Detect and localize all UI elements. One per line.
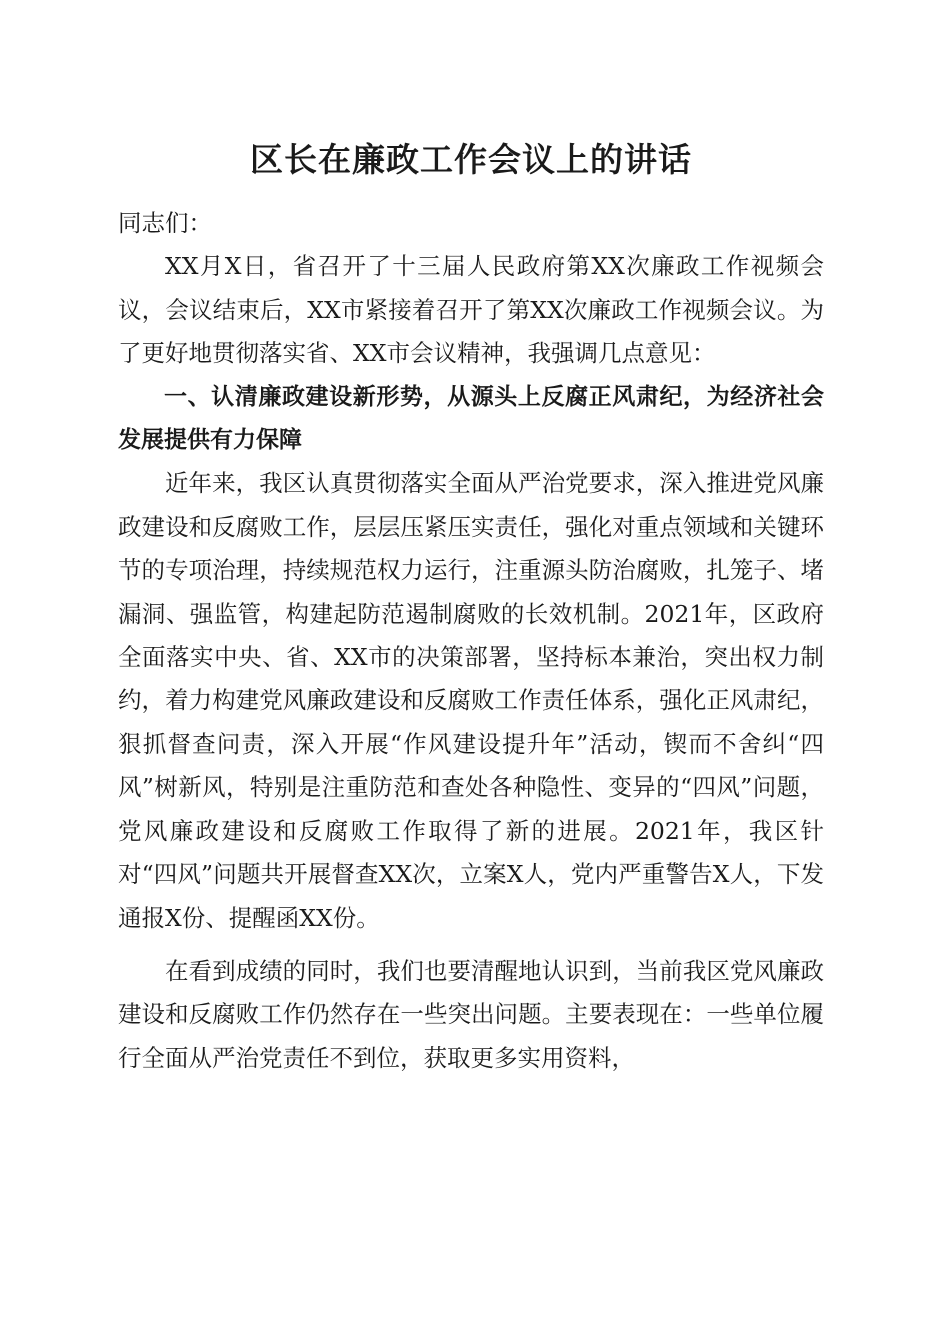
document-body	[118, 202, 824, 1080]
intro-paragraph: XX月X日，省召开了十三届人民政府第XX次廉政工作视频会议，会议结束后，XX市紧接着召开了第XX次廉政工作视频会议。为了更好地贯彻落实省、XX市会议精神，我强调几点意见：	[118, 252, 824, 368]
document-title: 区长在廉政工作会议上的讲话	[250, 140, 692, 179]
body-paragraph-1: 近年来，我区认真贯彻落实全面从严治党要求，深入推进党风廉政建设和反腐败工作，层层压紧压实责任，强化对重点领域和关键环节的专项治理，持续规范权力运行，注重源头防治腐败，扎笼子、堵漏洞、强监管，构建起防范遏制腐败的长效机制。2021年，区政府全面落实中央、省、XX市的决策部署，坚持标本兼治，突出权力制约，着力构建党风廉政建设和反腐败工作责任体系，强化正风肃纪，狠抓督查问责，深入开展“作风建设提升年”活动，锲而不舍纠“四风”树新风，特别是注重防范和查处各种隐性、变异的“四风”问题，党风廉政建设和反腐败工作取得了新的进展。2021年，我区针对“四风”问题共开展督查XX次，立案X人，党内严重警告X人，下发通报X份、提醒函XX份。	[118, 469, 824, 932]
body-paragraph-2: 在看到成绩的同时，我们也要清醒地认识到，当前我区党风廉政建设和反腐败工作仍然存在一些突出问题。主要表现在：一些单位履行全面从严治党责任不到位，获取更多实用资料，	[118, 956, 824, 1072]
section-heading-1: 一、认清廉政建设新形势，从源头上反腐正风肃纪，为经济社会发展提供有力保障	[118, 383, 824, 454]
salutation: 同志们：	[118, 209, 212, 237]
